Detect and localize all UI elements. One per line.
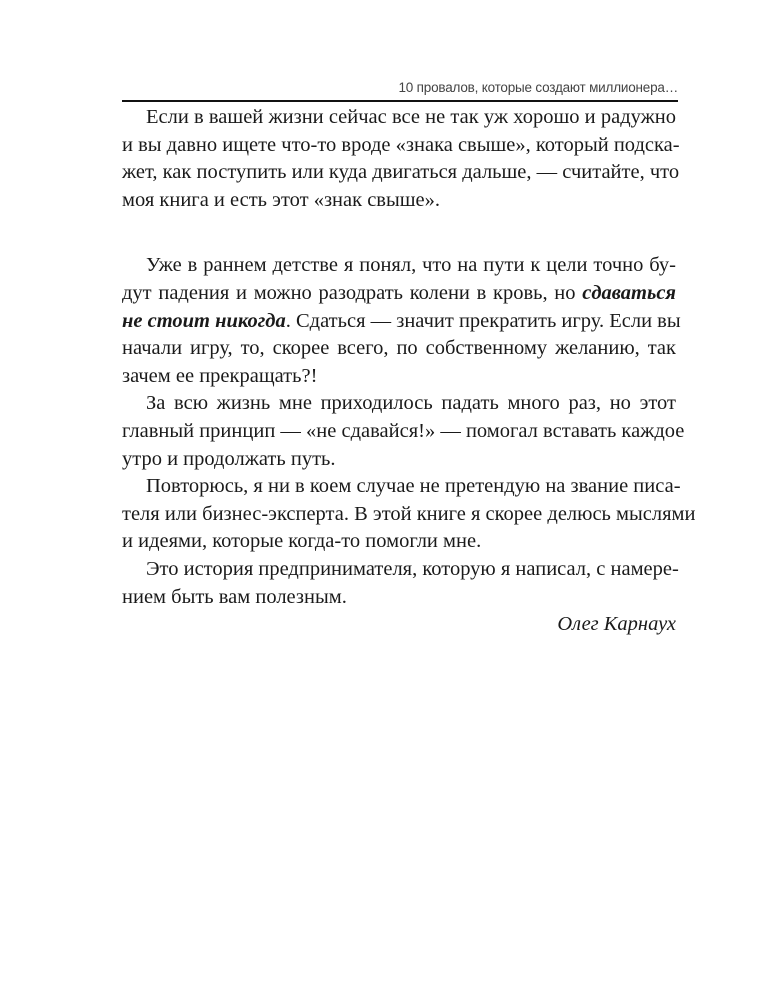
text-line: жет, как поступить или куда двигаться дальше, — считайте, что [122,161,680,184]
text-line: начали игру, то, скорее всего, по собственному желанию, так [122,337,676,360]
emphasis: не стоит никогда [122,309,286,332]
text-line [122,308,681,336]
text-run: дут падения и можно разодрать колени в кровь, но [122,281,583,304]
text-line: нием быть вам полезным. [122,585,347,608]
text-line: главный принцип — «не сдавайся!» — помогал вставать каждое [122,419,685,442]
text-line: и идеями, которые когда-то помогли мне. [122,530,482,553]
emphasis: сдаваться [582,281,676,304]
running-header: 10 провалов, которые создают миллионера… [398,80,678,95]
paragraph [122,104,680,214]
text-line: и вы давно ищете что-то вроде «знака свыше», который подска- [122,133,680,156]
text-line: утро и продолжать путь. [122,447,336,470]
text-line: моя книга и есть этот «знак свыше». [122,188,441,211]
text-line: За всю жизнь мне приходилось падать много раз, но этот [146,392,676,415]
paragraph [122,390,685,473]
text-line: Уже в раннем детстве я понял, что на пути к цели точно бу- [146,254,676,277]
text-line [122,280,676,308]
paragraph [122,252,681,390]
text-line: Повторюсь, я ни в коем случае не претендую на звание писа- [146,475,681,498]
author-signature: Олег Карнаух [557,613,676,636]
text-line: Это история предпринимателя, которую я написал, с намере- [146,557,679,580]
paragraph [122,556,679,611]
paragraph [122,473,696,556]
text-line: теля или бизнес-эксперта. В этой книге я скорее делюсь мыслями [122,502,696,525]
text-run: . Сдаться — значит прекратить игру. Если вы [285,309,681,332]
text-line: зачем ее прекращать?! [122,364,318,387]
text-line: Если в вашей жизни сейчас все не так уж хорошо и радужно [146,106,676,128]
page-body [122,101,696,639]
